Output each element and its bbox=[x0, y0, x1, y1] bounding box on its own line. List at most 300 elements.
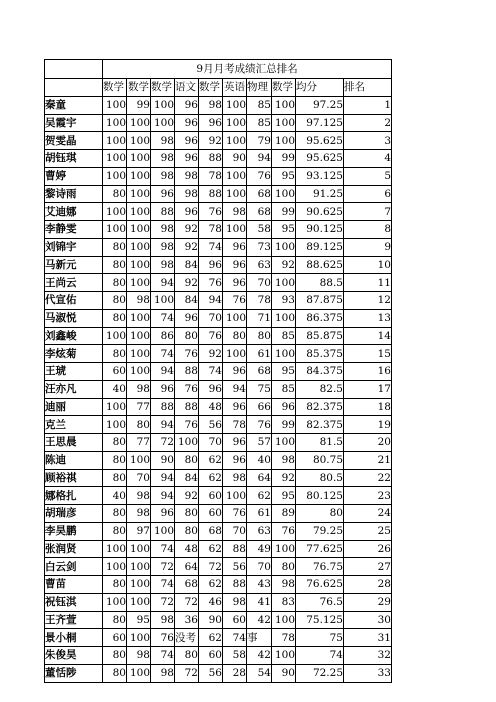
score-cell[interactable]: 56 bbox=[223, 558, 247, 576]
header-cell[interactable] bbox=[45, 79, 103, 97]
score-cell[interactable]: 76 bbox=[175, 345, 199, 363]
student-name-cell[interactable]: 祝钰淇 bbox=[45, 593, 103, 611]
score-cell[interactable]: 98 bbox=[127, 380, 151, 398]
score-cell[interactable]: 61 bbox=[247, 505, 272, 523]
score-cell[interactable]: 84 bbox=[175, 292, 199, 310]
score-cell[interactable]: 70 bbox=[247, 274, 272, 292]
score-cell[interactable]: 62 bbox=[199, 540, 223, 558]
score-cell[interactable]: 94 bbox=[151, 416, 175, 434]
score-cell[interactable]: 68 bbox=[247, 185, 272, 203]
score-cell[interactable]: 78 bbox=[223, 416, 247, 434]
score-cell[interactable]: 98 bbox=[272, 576, 296, 594]
score-cell[interactable]: 100 bbox=[272, 434, 296, 452]
header-cell[interactable]: 数学 bbox=[199, 79, 223, 97]
score-cell[interactable]: 100 bbox=[103, 114, 127, 132]
average-cell[interactable]: 75.125 bbox=[296, 611, 344, 629]
score-cell[interactable]: 40 bbox=[247, 451, 272, 469]
score-cell[interactable]: 96 bbox=[151, 185, 175, 203]
score-cell[interactable]: 68 bbox=[247, 203, 272, 221]
score-cell[interactable]: 99 bbox=[127, 96, 151, 114]
average-cell[interactable]: 89.125 bbox=[296, 238, 344, 256]
header-cell[interactable]: 语文 bbox=[175, 79, 199, 97]
average-cell[interactable]: 88.625 bbox=[296, 256, 344, 274]
score-cell[interactable]: 100 bbox=[223, 309, 247, 327]
score-cell[interactable]: 76 bbox=[199, 203, 223, 221]
score-cell[interactable]: 85 bbox=[247, 96, 272, 114]
average-cell[interactable]: 72.25 bbox=[296, 664, 344, 682]
score-cell[interactable]: 85 bbox=[272, 327, 296, 345]
student-name-cell[interactable]: 董恬陟 bbox=[45, 664, 103, 682]
score-cell[interactable]: 80 bbox=[103, 664, 127, 682]
student-name-cell[interactable]: 张润贤 bbox=[45, 540, 103, 558]
student-name-cell[interactable]: 吴霞宇 bbox=[45, 114, 103, 132]
score-cell[interactable]: 98 bbox=[127, 292, 151, 310]
rank-cell[interactable]: 17 bbox=[344, 380, 392, 398]
rank-cell[interactable]: 5 bbox=[344, 167, 392, 185]
score-cell[interactable]: 100 bbox=[127, 203, 151, 221]
score-cell[interactable]: 74 bbox=[199, 238, 223, 256]
score-cell[interactable]: 98 bbox=[223, 203, 247, 221]
score-cell[interactable]: 100 bbox=[127, 309, 151, 327]
student-name-cell[interactable]: 曹婷 bbox=[45, 167, 103, 185]
score-cell[interactable]: 96 bbox=[223, 256, 247, 274]
score-cell[interactable]: 74 bbox=[151, 345, 175, 363]
score-cell[interactable]: 72 bbox=[199, 558, 223, 576]
average-cell[interactable]: 80.5 bbox=[296, 469, 344, 487]
student-name-cell[interactable]: 马淑悦 bbox=[45, 309, 103, 327]
rank-cell[interactable]: 30 bbox=[344, 611, 392, 629]
score-cell[interactable]: 42 bbox=[247, 611, 272, 629]
score-cell[interactable]: 89 bbox=[272, 505, 296, 523]
average-cell[interactable]: 88.5 bbox=[296, 274, 344, 292]
score-cell[interactable]: 61 bbox=[247, 345, 272, 363]
score-cell[interactable]: 96 bbox=[175, 203, 199, 221]
score-cell[interactable]: 76 bbox=[199, 274, 223, 292]
score-cell[interactable]: 72 bbox=[175, 593, 199, 611]
score-cell[interactable]: 98 bbox=[151, 256, 175, 274]
rank-cell[interactable]: 19 bbox=[344, 416, 392, 434]
average-cell[interactable]: 86.375 bbox=[296, 309, 344, 327]
score-cell[interactable]: 86 bbox=[151, 327, 175, 345]
student-name-cell[interactable]: 汪亦凡 bbox=[45, 380, 103, 398]
score-cell[interactable]: 事 bbox=[247, 629, 272, 647]
rank-cell[interactable]: 26 bbox=[344, 540, 392, 558]
score-cell[interactable]: 60 bbox=[199, 487, 223, 505]
score-cell[interactable]: 92 bbox=[175, 221, 199, 239]
score-cell[interactable]: 98 bbox=[223, 593, 247, 611]
score-cell[interactable]: 100 bbox=[127, 363, 151, 381]
rank-cell[interactable]: 29 bbox=[344, 593, 392, 611]
score-cell[interactable]: 100 bbox=[103, 540, 127, 558]
score-cell[interactable]: 80 bbox=[103, 522, 127, 540]
student-name-cell[interactable]: 李静雯 bbox=[45, 221, 103, 239]
average-cell[interactable]: 80 bbox=[296, 505, 344, 523]
score-cell[interactable]: 100 bbox=[272, 611, 296, 629]
score-cell[interactable]: 100 bbox=[272, 96, 296, 114]
score-cell[interactable]: 93 bbox=[272, 292, 296, 310]
score-cell[interactable]: 100 bbox=[127, 576, 151, 594]
score-cell[interactable]: 95 bbox=[272, 221, 296, 239]
score-cell[interactable]: 100 bbox=[127, 167, 151, 185]
score-cell[interactable]: 72 bbox=[151, 558, 175, 576]
average-cell[interactable]: 82.375 bbox=[296, 398, 344, 416]
score-cell[interactable]: 62 bbox=[199, 451, 223, 469]
score-cell[interactable]: 80 bbox=[103, 469, 127, 487]
score-cell[interactable]: 43 bbox=[247, 576, 272, 594]
score-cell[interactable]: 84 bbox=[175, 469, 199, 487]
score-cell[interactable]: 80 bbox=[103, 274, 127, 292]
score-cell[interactable]: 100 bbox=[272, 274, 296, 292]
score-cell[interactable]: 98 bbox=[223, 469, 247, 487]
score-cell[interactable]: 100 bbox=[272, 647, 296, 665]
score-cell[interactable]: 95 bbox=[272, 167, 296, 185]
score-cell[interactable]: 98 bbox=[151, 150, 175, 168]
score-cell[interactable]: 88 bbox=[151, 203, 175, 221]
average-cell[interactable]: 74 bbox=[296, 647, 344, 665]
score-cell[interactable]: 100 bbox=[127, 629, 151, 647]
score-cell[interactable]: 94 bbox=[151, 469, 175, 487]
score-cell[interactable]: 96 bbox=[151, 380, 175, 398]
score-cell[interactable]: 100 bbox=[103, 593, 127, 611]
score-cell[interactable]: 76 bbox=[247, 167, 272, 185]
score-cell[interactable]: 88 bbox=[151, 398, 175, 416]
score-cell[interactable]: 100 bbox=[223, 96, 247, 114]
student-name-cell[interactable]: 克兰 bbox=[45, 416, 103, 434]
student-name-cell[interactable]: 刘鑫峻 bbox=[45, 327, 103, 345]
score-cell[interactable]: 76 bbox=[175, 380, 199, 398]
score-cell[interactable]: 63 bbox=[247, 522, 272, 540]
score-cell[interactable]: 100 bbox=[103, 327, 127, 345]
score-cell[interactable]: 68 bbox=[247, 363, 272, 381]
score-cell[interactable]: 60 bbox=[103, 363, 127, 381]
rank-cell[interactable]: 8 bbox=[344, 221, 392, 239]
score-cell[interactable]: 98 bbox=[151, 664, 175, 682]
student-name-cell[interactable]: 艾迪娜 bbox=[45, 203, 103, 221]
score-cell[interactable]: 74 bbox=[151, 576, 175, 594]
score-cell[interactable]: 76 bbox=[151, 629, 175, 647]
score-cell[interactable]: 88 bbox=[223, 576, 247, 594]
average-cell[interactable]: 76.625 bbox=[296, 576, 344, 594]
score-cell[interactable]: 100 bbox=[223, 185, 247, 203]
score-cell[interactable]: 90 bbox=[151, 451, 175, 469]
average-cell[interactable]: 81.5 bbox=[296, 434, 344, 452]
score-cell[interactable]: 92 bbox=[175, 238, 199, 256]
student-name-cell[interactable]: 王思晨 bbox=[45, 434, 103, 452]
score-cell[interactable]: 56 bbox=[199, 416, 223, 434]
average-cell[interactable]: 80.75 bbox=[296, 451, 344, 469]
score-cell[interactable]: 100 bbox=[103, 416, 127, 434]
rank-cell[interactable]: 21 bbox=[344, 451, 392, 469]
rank-cell[interactable]: 12 bbox=[344, 292, 392, 310]
score-cell[interactable]: 98 bbox=[272, 451, 296, 469]
score-cell[interactable]: 100 bbox=[127, 327, 151, 345]
score-cell[interactable]: 98 bbox=[151, 132, 175, 150]
score-cell[interactable]: 83 bbox=[272, 593, 296, 611]
score-cell[interactable]: 100 bbox=[175, 434, 199, 452]
score-cell[interactable]: 42 bbox=[247, 647, 272, 665]
score-cell[interactable]: 40 bbox=[103, 380, 127, 398]
header-cell[interactable]: 物理 bbox=[247, 79, 272, 97]
header-cell[interactable]: 数学 bbox=[272, 79, 296, 97]
average-cell[interactable]: 95.625 bbox=[296, 150, 344, 168]
score-cell[interactable]: 80 bbox=[175, 451, 199, 469]
rank-cell[interactable]: 20 bbox=[344, 434, 392, 452]
score-cell[interactable]: 74 bbox=[151, 647, 175, 665]
rank-cell[interactable]: 32 bbox=[344, 647, 392, 665]
score-cell[interactable]: 99 bbox=[272, 416, 296, 434]
score-cell[interactable]: 80 bbox=[127, 416, 151, 434]
score-cell[interactable]: 94 bbox=[247, 150, 272, 168]
score-cell[interactable]: 78 bbox=[199, 221, 223, 239]
score-cell[interactable]: 62 bbox=[247, 487, 272, 505]
rank-cell[interactable]: 6 bbox=[344, 185, 392, 203]
title-blank-cell[interactable] bbox=[45, 60, 103, 79]
score-cell[interactable]: 80 bbox=[103, 505, 127, 523]
rank-cell[interactable]: 28 bbox=[344, 576, 392, 594]
score-cell[interactable]: 54 bbox=[247, 664, 272, 682]
rank-cell[interactable]: 24 bbox=[344, 505, 392, 523]
rank-cell[interactable]: 11 bbox=[344, 274, 392, 292]
score-cell[interactable]: 72 bbox=[175, 664, 199, 682]
score-cell[interactable]: 68 bbox=[175, 576, 199, 594]
score-cell[interactable]: 80 bbox=[175, 647, 199, 665]
score-cell[interactable]: 96 bbox=[151, 505, 175, 523]
rank-cell[interactable]: 16 bbox=[344, 363, 392, 381]
score-cell[interactable]: 94 bbox=[151, 363, 175, 381]
score-cell[interactable]: 70 bbox=[247, 558, 272, 576]
score-cell[interactable]: 92 bbox=[175, 487, 199, 505]
score-cell[interactable]: 100 bbox=[272, 345, 296, 363]
score-cell[interactable]: 58 bbox=[223, 647, 247, 665]
average-cell[interactable]: 79.25 bbox=[296, 522, 344, 540]
score-cell[interactable]: 80 bbox=[103, 345, 127, 363]
rank-cell[interactable]: 14 bbox=[344, 327, 392, 345]
score-cell[interactable]: 100 bbox=[223, 114, 247, 132]
score-cell[interactable]: 100 bbox=[272, 185, 296, 203]
average-cell[interactable]: 87.875 bbox=[296, 292, 344, 310]
average-cell[interactable]: 90.125 bbox=[296, 221, 344, 239]
student-name-cell[interactable]: 李炫菊 bbox=[45, 345, 103, 363]
score-cell[interactable]: 100 bbox=[103, 150, 127, 168]
score-cell[interactable]: 96 bbox=[223, 238, 247, 256]
rank-cell[interactable]: 31 bbox=[344, 629, 392, 647]
score-cell[interactable]: 80 bbox=[175, 505, 199, 523]
average-cell[interactable]: 84.375 bbox=[296, 363, 344, 381]
student-name-cell[interactable]: 代宣佑 bbox=[45, 292, 103, 310]
score-cell[interactable]: 100 bbox=[127, 593, 151, 611]
score-cell[interactable]: 没考 bbox=[175, 629, 199, 647]
score-cell[interactable]: 100 bbox=[127, 132, 151, 150]
score-cell[interactable]: 96 bbox=[175, 309, 199, 327]
student-name-cell[interactable]: 娜格扎 bbox=[45, 487, 103, 505]
rank-cell[interactable]: 9 bbox=[344, 238, 392, 256]
score-cell[interactable]: 98 bbox=[127, 647, 151, 665]
score-cell[interactable]: 96 bbox=[199, 380, 223, 398]
student-name-cell[interactable]: 秦童 bbox=[45, 96, 103, 114]
score-cell[interactable]: 72 bbox=[151, 434, 175, 452]
score-cell[interactable]: 48 bbox=[175, 540, 199, 558]
score-cell[interactable]: 100 bbox=[272, 114, 296, 132]
score-cell[interactable]: 40 bbox=[103, 487, 127, 505]
score-cell[interactable]: 100 bbox=[223, 167, 247, 185]
student-name-cell[interactable]: 曹苗 bbox=[45, 576, 103, 594]
score-cell[interactable]: 88 bbox=[199, 185, 223, 203]
score-cell[interactable]: 68 bbox=[199, 522, 223, 540]
header-cell[interactable]: 排名 bbox=[344, 79, 392, 97]
score-cell[interactable]: 100 bbox=[127, 114, 151, 132]
score-cell[interactable]: 80 bbox=[103, 611, 127, 629]
score-cell[interactable]: 100 bbox=[151, 114, 175, 132]
score-cell[interactable]: 80 bbox=[103, 309, 127, 327]
score-cell[interactable]: 95 bbox=[127, 611, 151, 629]
average-cell[interactable]: 82.375 bbox=[296, 416, 344, 434]
score-cell[interactable]: 92 bbox=[199, 132, 223, 150]
score-cell[interactable]: 100 bbox=[127, 451, 151, 469]
score-cell[interactable]: 94 bbox=[151, 274, 175, 292]
score-cell[interactable]: 95 bbox=[272, 363, 296, 381]
rank-cell[interactable]: 4 bbox=[344, 150, 392, 168]
score-cell[interactable]: 57 bbox=[247, 434, 272, 452]
student-name-cell[interactable]: 白云剑 bbox=[45, 558, 103, 576]
score-cell[interactable]: 97 bbox=[127, 522, 151, 540]
score-cell[interactable]: 80 bbox=[272, 558, 296, 576]
score-cell[interactable]: 100 bbox=[127, 664, 151, 682]
average-cell[interactable]: 97.125 bbox=[296, 114, 344, 132]
score-cell[interactable]: 66 bbox=[247, 398, 272, 416]
score-cell[interactable]: 94 bbox=[199, 292, 223, 310]
student-name-cell[interactable]: 王琥 bbox=[45, 363, 103, 381]
rank-cell[interactable]: 25 bbox=[344, 522, 392, 540]
score-cell[interactable]: 70 bbox=[127, 469, 151, 487]
score-cell[interactable]: 36 bbox=[175, 611, 199, 629]
average-cell[interactable]: 77.625 bbox=[296, 540, 344, 558]
score-cell[interactable]: 80 bbox=[103, 434, 127, 452]
score-cell[interactable]: 98 bbox=[175, 185, 199, 203]
score-cell[interactable]: 56 bbox=[199, 664, 223, 682]
score-cell[interactable]: 96 bbox=[175, 150, 199, 168]
score-cell[interactable]: 100 bbox=[151, 96, 175, 114]
score-cell[interactable]: 88 bbox=[199, 150, 223, 168]
score-cell[interactable]: 70 bbox=[199, 309, 223, 327]
average-cell[interactable]: 90.625 bbox=[296, 203, 344, 221]
score-cell[interactable]: 76 bbox=[272, 522, 296, 540]
header-cell[interactable]: 英语 bbox=[223, 79, 247, 97]
score-cell[interactable]: 60 bbox=[223, 611, 247, 629]
score-cell[interactable]: 99 bbox=[272, 203, 296, 221]
score-cell[interactable]: 80 bbox=[103, 185, 127, 203]
score-cell[interactable]: 96 bbox=[199, 114, 223, 132]
score-cell[interactable]: 100 bbox=[127, 150, 151, 168]
score-cell[interactable]: 100 bbox=[127, 274, 151, 292]
rank-cell[interactable]: 22 bbox=[344, 469, 392, 487]
score-cell[interactable]: 100 bbox=[127, 185, 151, 203]
score-cell[interactable]: 74 bbox=[151, 309, 175, 327]
score-cell[interactable]: 99 bbox=[272, 150, 296, 168]
score-cell[interactable]: 100 bbox=[223, 221, 247, 239]
score-cell[interactable]: 100 bbox=[127, 221, 151, 239]
rank-cell[interactable]: 15 bbox=[344, 345, 392, 363]
score-cell[interactable]: 96 bbox=[175, 114, 199, 132]
student-name-cell[interactable]: 刘锦宇 bbox=[45, 238, 103, 256]
score-cell[interactable]: 49 bbox=[247, 540, 272, 558]
score-cell[interactable]: 98 bbox=[151, 238, 175, 256]
score-cell[interactable]: 76 bbox=[199, 327, 223, 345]
score-cell[interactable]: 100 bbox=[272, 238, 296, 256]
student-name-cell[interactable]: 李昊鹏 bbox=[45, 522, 103, 540]
student-name-cell[interactable]: 黎诗雨 bbox=[45, 185, 103, 203]
score-cell[interactable]: 60 bbox=[199, 647, 223, 665]
student-name-cell[interactable]: 贺雯晶 bbox=[45, 132, 103, 150]
score-cell[interactable]: 94 bbox=[223, 380, 247, 398]
score-cell[interactable]: 100 bbox=[127, 540, 151, 558]
score-cell[interactable]: 88 bbox=[223, 540, 247, 558]
score-cell[interactable]: 98 bbox=[175, 167, 199, 185]
average-cell[interactable]: 85.875 bbox=[296, 327, 344, 345]
header-cell[interactable]: 数学 bbox=[127, 79, 151, 97]
score-cell[interactable]: 100 bbox=[151, 292, 175, 310]
rank-cell[interactable]: 18 bbox=[344, 398, 392, 416]
score-cell[interactable]: 84 bbox=[175, 256, 199, 274]
score-cell[interactable]: 100 bbox=[103, 558, 127, 576]
score-cell[interactable]: 80 bbox=[247, 327, 272, 345]
score-cell[interactable]: 96 bbox=[175, 96, 199, 114]
score-cell[interactable]: 100 bbox=[272, 132, 296, 150]
score-cell[interactable]: 62 bbox=[199, 576, 223, 594]
average-cell[interactable]: 80.125 bbox=[296, 487, 344, 505]
score-cell[interactable]: 100 bbox=[223, 345, 247, 363]
score-cell[interactable]: 98 bbox=[151, 167, 175, 185]
score-cell[interactable]: 100 bbox=[127, 256, 151, 274]
header-cell[interactable]: 数学 bbox=[151, 79, 175, 97]
average-cell[interactable]: 97.25 bbox=[296, 96, 344, 114]
score-cell[interactable]: 80 bbox=[175, 327, 199, 345]
average-cell[interactable]: 75 bbox=[296, 629, 344, 647]
score-cell[interactable]: 74 bbox=[223, 629, 247, 647]
student-name-cell[interactable]: 陈迪 bbox=[45, 451, 103, 469]
score-cell[interactable]: 74 bbox=[151, 540, 175, 558]
score-cell[interactable]: 64 bbox=[247, 469, 272, 487]
score-cell[interactable]: 80 bbox=[223, 327, 247, 345]
score-cell[interactable]: 92 bbox=[272, 469, 296, 487]
rank-cell[interactable]: 3 bbox=[344, 132, 392, 150]
score-cell[interactable]: 100 bbox=[103, 96, 127, 114]
student-name-cell[interactable]: 朱俊昊 bbox=[45, 647, 103, 665]
student-name-cell[interactable]: 迪丽 bbox=[45, 398, 103, 416]
score-cell[interactable]: 92 bbox=[199, 345, 223, 363]
score-cell[interactable]: 100 bbox=[272, 540, 296, 558]
score-cell[interactable]: 79 bbox=[247, 132, 272, 150]
score-cell[interactable]: 100 bbox=[127, 345, 151, 363]
score-cell[interactable]: 80 bbox=[103, 576, 127, 594]
rank-cell[interactable]: 2 bbox=[344, 114, 392, 132]
score-cell[interactable]: 80 bbox=[103, 451, 127, 469]
score-cell[interactable]: 70 bbox=[199, 434, 223, 452]
score-cell[interactable]: 71 bbox=[247, 309, 272, 327]
student-name-cell[interactable]: 胡钰琪 bbox=[45, 150, 103, 168]
score-cell[interactable]: 85 bbox=[272, 380, 296, 398]
average-cell[interactable]: 91.25 bbox=[296, 185, 344, 203]
score-cell[interactable]: 80 bbox=[103, 256, 127, 274]
average-cell[interactable]: 76.75 bbox=[296, 558, 344, 576]
score-cell[interactable]: 58 bbox=[247, 221, 272, 239]
score-cell[interactable]: 62 bbox=[199, 469, 223, 487]
score-cell[interactable]: 60 bbox=[103, 629, 127, 647]
score-cell[interactable]: 96 bbox=[223, 451, 247, 469]
score-cell[interactable]: 96 bbox=[223, 363, 247, 381]
score-cell[interactable]: 62 bbox=[199, 629, 223, 647]
average-cell[interactable]: 95.625 bbox=[296, 132, 344, 150]
score-cell[interactable]: 80 bbox=[175, 522, 199, 540]
